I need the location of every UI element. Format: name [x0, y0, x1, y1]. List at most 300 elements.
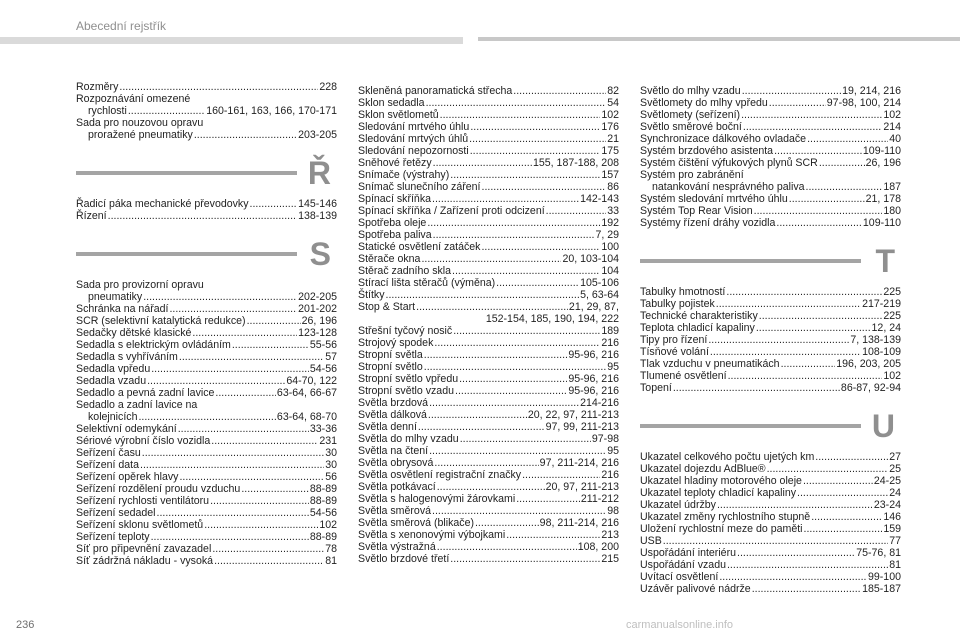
index-line	[76, 303, 337, 315]
dot-leader	[482, 181, 607, 193]
entry-term: rychlosti	[88, 105, 127, 117]
index-entry	[76, 507, 337, 519]
index-line	[640, 451, 901, 463]
index-entry	[640, 121, 901, 133]
dot-leader	[819, 157, 865, 169]
index-line	[640, 322, 901, 334]
entry-term: Světla brzdová	[358, 397, 429, 409]
index-entry	[640, 97, 901, 109]
dot-leader	[232, 339, 309, 351]
index-line	[76, 423, 337, 435]
entry-term: Světlo směrové boční	[640, 121, 742, 133]
entry-term: Síť pro připevnění zavazadel	[76, 543, 212, 555]
index-entry	[76, 81, 337, 93]
index-line	[640, 583, 901, 595]
index-line	[358, 409, 619, 421]
index-entry	[640, 145, 901, 157]
dot-leader	[426, 97, 607, 109]
dot-leader	[142, 447, 324, 459]
dot-leader	[434, 457, 538, 469]
page-reference: 216	[601, 469, 619, 481]
index-entry	[358, 397, 619, 409]
letter-divider	[640, 240, 901, 282]
dot-leader	[192, 327, 297, 339]
page-reference: 30	[325, 447, 337, 459]
entry-term: Uložení rychlostní meze do paměti	[640, 523, 803, 535]
dot-leader	[455, 385, 567, 397]
index-entry	[358, 229, 619, 241]
entry-term: Světla na čtení	[358, 445, 429, 457]
page-reference: 176	[601, 121, 619, 133]
index-entry	[76, 279, 337, 303]
index-entry	[640, 310, 901, 322]
entry-term: Světla obrysová	[358, 457, 434, 469]
page-reference: 138-139	[298, 210, 337, 222]
section-letter: Ř	[307, 155, 331, 191]
index-line	[76, 543, 337, 555]
page-reference: 95-96, 216	[568, 349, 619, 361]
letter-divider-line	[640, 259, 861, 263]
page-reference: 152-154, 185, 190, 194, 222	[485, 313, 619, 325]
index-line	[76, 411, 337, 423]
page-reference: 196, 203, 205	[836, 358, 901, 370]
index-line	[640, 298, 901, 310]
dot-leader	[506, 529, 600, 541]
entry-term: Světla denní	[358, 421, 417, 433]
dot-leader	[710, 346, 861, 358]
entry-term: pneumatiky	[88, 291, 143, 303]
dot-leader	[728, 370, 883, 382]
page-reference: 21, 29, 87,	[568, 301, 619, 313]
index-line	[76, 375, 337, 387]
index-entry	[640, 133, 901, 145]
index-line	[640, 499, 901, 511]
index-line	[640, 145, 901, 157]
page-reference: 216	[601, 337, 619, 349]
index-line	[640, 310, 901, 322]
entry-term: Sedadlo a pevná zadní lavice	[76, 387, 215, 399]
page-reference: 86-87, 92-94	[840, 382, 901, 394]
index-entry	[358, 361, 619, 373]
entry-term: Světlo brzdové třetí	[358, 553, 450, 565]
index-entry	[76, 93, 337, 117]
entry-term: Stropní světlo vzadu	[358, 385, 454, 397]
index-entry	[76, 351, 337, 363]
entry-term: Tlumené osvětlení	[640, 370, 727, 382]
dot-leader	[128, 105, 205, 117]
dot-leader	[151, 531, 309, 543]
index-entry	[358, 433, 619, 445]
entry-term: Štítky	[358, 289, 385, 301]
index-entry	[640, 499, 901, 511]
page-reference: 97, 211-214, 216	[539, 457, 619, 469]
entry-term: proražené pneumatiky	[88, 129, 193, 141]
page-reference: 192	[601, 217, 619, 229]
dot-leader	[428, 409, 527, 421]
entry-term: Seřízení sedadel	[76, 507, 156, 519]
index-entry	[76, 339, 337, 351]
index-entry	[358, 265, 619, 277]
page-reference: 26, 196	[301, 315, 337, 327]
page-reference: 185-187	[862, 583, 901, 595]
dot-leader	[737, 547, 855, 559]
dot-leader	[450, 553, 600, 565]
index-entry	[76, 363, 337, 375]
page-reference: 20, 22, 97, 211-213	[527, 409, 619, 421]
page-reference: 23-24	[873, 499, 901, 511]
index-entry	[358, 217, 619, 229]
index-entry	[358, 289, 619, 301]
index-line	[358, 337, 619, 349]
entry-term: Systém čištění výfukových plynů SCR	[640, 157, 818, 169]
index-line	[358, 229, 619, 241]
index-entry	[76, 483, 337, 495]
page-reference: 95-96, 216	[568, 385, 619, 397]
dot-leader	[470, 145, 601, 157]
page-reference: 7, 138-139	[850, 334, 901, 346]
entry-term: Teplota chladicí kapaliny	[640, 322, 755, 334]
index-entry	[76, 327, 337, 339]
index-entry	[358, 421, 619, 433]
index-entry	[640, 109, 901, 121]
entry-term: Světla dálková	[358, 409, 427, 421]
dot-leader	[215, 387, 276, 399]
index-line	[358, 373, 619, 385]
dot-leader	[496, 277, 579, 289]
index-entry	[640, 334, 901, 346]
section-letter: S	[309, 236, 331, 272]
index-line	[76, 105, 337, 117]
index-line	[358, 445, 619, 457]
dot-leader	[241, 483, 309, 495]
page-reference: 20, 97, 211-213	[545, 481, 619, 493]
page-reference: 33-36	[309, 423, 337, 435]
index-line	[358, 169, 619, 181]
entry-term: Stírací lišta stěračů (výměna)	[358, 277, 496, 289]
index-line	[358, 277, 619, 289]
index-entry	[640, 322, 901, 334]
index-entry	[76, 387, 337, 399]
dot-leader	[716, 298, 861, 310]
page-reference: 82	[607, 85, 619, 97]
dot-leader	[781, 358, 836, 370]
entry-term: Seřízení data	[76, 459, 140, 471]
index-line	[358, 433, 619, 445]
index-line	[640, 511, 901, 523]
page-reference: 105-106	[580, 277, 619, 289]
index-entry	[76, 543, 337, 555]
page-reference: 25	[889, 463, 901, 475]
letter-divider-line	[76, 252, 297, 256]
index-entry	[640, 451, 901, 463]
entry-term: Rozpoznávání omezené	[76, 93, 191, 105]
dot-leader	[421, 253, 561, 265]
entry-term: Systém Top Rear Vision	[640, 205, 753, 217]
dot-leader	[437, 481, 545, 493]
index-line	[640, 382, 901, 394]
entry-term: Světla osvětlení registrační značky	[358, 469, 522, 481]
index-entry	[640, 559, 901, 571]
page-reference: 54	[607, 97, 619, 109]
dot-leader	[806, 181, 883, 193]
page-reference: 63-64, 66-67	[276, 387, 337, 399]
page-reference: 102	[601, 109, 619, 121]
index-entry	[358, 529, 619, 541]
index-line	[358, 529, 619, 541]
entry-term: Systém sledování mrtvého úhlu	[640, 193, 788, 205]
index-line	[358, 385, 619, 397]
dot-leader	[469, 133, 606, 145]
entry-term: Uspořádání vzadu	[640, 559, 726, 571]
index-line	[76, 459, 337, 471]
page-reference: 27	[889, 451, 901, 463]
page-reference: 211-212	[580, 493, 619, 505]
entry-term: USB	[640, 535, 662, 547]
entry-term: Stěrače okna	[358, 253, 421, 265]
section-letter: U	[871, 408, 895, 444]
entry-term: Světlomety do mlhy vpředu	[640, 97, 768, 109]
dot-leader	[433, 229, 595, 241]
index-entry	[358, 337, 619, 349]
index-line	[640, 133, 901, 145]
page-reference: 97-98	[591, 433, 619, 445]
page-reference: 157	[601, 169, 619, 181]
page-reference: 228	[319, 81, 337, 93]
page-reference: 75-76, 81	[856, 547, 901, 559]
dot-leader	[470, 121, 600, 133]
index-entry	[358, 481, 619, 493]
entry-term: Seřízení teploty	[76, 531, 150, 543]
entry-term: Řízení	[76, 210, 107, 222]
page-reference: 202-205	[298, 291, 337, 303]
index-entry	[358, 121, 619, 133]
entry-term: Sada pro nouzovou opravu	[76, 117, 204, 129]
entry-term: Ukazatel teploty chladicí kapaliny	[640, 487, 797, 499]
entry-term: Uspořádání interiéru	[640, 547, 736, 559]
index-line	[640, 286, 901, 298]
entry-term: Snímače (výstrahy)	[358, 169, 450, 181]
page-reference: 180	[883, 205, 901, 217]
dot-leader	[769, 97, 826, 109]
index-entry	[358, 145, 619, 157]
index-entry	[76, 435, 337, 447]
index-line	[358, 133, 619, 145]
index-line	[76, 315, 337, 327]
index-line	[76, 531, 337, 543]
index-entry	[358, 97, 619, 109]
letter-divider	[76, 233, 337, 275]
index-line	[358, 517, 619, 529]
index-entry	[640, 511, 901, 523]
index-line	[358, 325, 619, 337]
index-line	[640, 358, 901, 370]
index-entry	[358, 253, 619, 265]
index-line	[76, 81, 337, 93]
index-line	[76, 351, 337, 363]
page-reference: 142-143	[580, 193, 619, 205]
entry-term: Stropní světlo vpředu	[358, 373, 459, 385]
entry-term: Světla s halogenovými žárovkami	[358, 493, 516, 505]
page-reference: 225	[883, 310, 901, 322]
index-line	[76, 519, 337, 531]
page-reference: 97-98, 100, 214	[826, 97, 901, 109]
entry-term: Stropní světla	[358, 349, 423, 361]
index-entry	[640, 370, 901, 382]
index-line	[358, 121, 619, 133]
dot-leader	[212, 543, 324, 555]
page-reference: 88-89	[309, 495, 337, 507]
index-line	[640, 157, 901, 169]
page-reference: 26, 196	[865, 157, 901, 169]
dot-leader	[429, 445, 606, 457]
dot-leader	[437, 541, 577, 553]
index-entry	[76, 519, 337, 531]
index-entry	[640, 298, 901, 310]
index-entry	[358, 493, 619, 505]
index-line	[358, 457, 619, 469]
index-line	[76, 129, 337, 141]
index-line	[358, 349, 619, 361]
index-line	[640, 463, 901, 475]
index-entry	[358, 445, 619, 457]
index-line	[640, 475, 901, 487]
dot-leader	[743, 121, 882, 133]
entry-term: Řadicí páka mechanické převodovky	[76, 198, 249, 210]
entry-term: Síť zádržná nákladu - vysoká	[76, 555, 214, 567]
page-reference: 214	[883, 121, 901, 133]
index-line	[640, 85, 901, 97]
index-entry	[76, 423, 337, 435]
entry-term: Synchronizace dálkového ovladače	[640, 133, 807, 145]
page-reference: 108-109	[862, 346, 901, 358]
index-entry	[76, 495, 337, 507]
page-reference: 24-25	[873, 475, 901, 487]
page-reference: 217-219	[862, 298, 901, 310]
page-reference: 97, 99, 211-213	[545, 421, 619, 433]
dot-leader	[432, 505, 606, 517]
index-entry	[358, 241, 619, 253]
entry-term: Sedadla vpředu	[76, 363, 151, 375]
page-reference: 100	[601, 241, 619, 253]
index-entry	[358, 349, 619, 361]
entry-term: Světla směrová (blikače)	[358, 517, 474, 529]
index-entry	[358, 457, 619, 469]
page-reference: 123-128	[298, 327, 337, 339]
index-line	[358, 541, 619, 553]
page-reference: 99-100	[868, 571, 901, 583]
index-line	[76, 435, 337, 447]
index-entry	[76, 210, 337, 222]
index-entry	[640, 205, 901, 217]
index-line	[358, 145, 619, 157]
index-entry	[640, 286, 901, 298]
dot-leader	[108, 210, 297, 222]
index-entry	[76, 117, 337, 141]
index-entry	[358, 553, 619, 565]
entry-term: Snímač slunečního záření	[358, 181, 481, 193]
index-line	[358, 289, 619, 301]
index-entry	[358, 517, 619, 529]
entry-term: Sedadlo a zadní lavice na	[76, 399, 198, 411]
entry-term: Světla do mlhy vzadu	[358, 433, 459, 445]
entry-term: Stop & Start	[358, 301, 416, 313]
entry-term: Světla výstražná	[358, 541, 436, 553]
dot-leader	[194, 129, 297, 141]
dot-leader	[726, 286, 882, 298]
letter-divider-line	[76, 171, 297, 175]
entry-term: Spínací skříňka	[358, 193, 432, 205]
dot-leader	[178, 423, 309, 435]
index-entry	[640, 547, 901, 559]
index-entry	[358, 181, 619, 193]
index-entry	[358, 301, 619, 325]
entry-term: Selektivní odemykání	[76, 423, 177, 435]
entry-term: Uvítací osvětlení	[640, 571, 719, 583]
index-line	[358, 505, 619, 517]
index-line	[358, 361, 619, 373]
page-reference: 203-205	[298, 129, 337, 141]
page-reference: 24	[889, 487, 901, 499]
index-line	[76, 507, 337, 519]
page-reference: 12, 24	[871, 322, 901, 334]
page-reference: 33	[607, 205, 619, 217]
page-reference: 145-146	[298, 198, 337, 210]
entry-term: Sedadla s vyhříváním	[76, 351, 178, 363]
index-entry	[640, 358, 901, 370]
index-line	[640, 97, 901, 109]
index-entry	[358, 85, 619, 97]
dot-leader	[151, 363, 309, 375]
dot-leader	[516, 493, 580, 505]
index-entry	[358, 109, 619, 121]
dot-leader	[440, 109, 601, 121]
index-entry	[358, 541, 619, 553]
page-reference: 5, 63-64	[580, 289, 619, 301]
index-line	[76, 327, 337, 339]
index-line	[640, 205, 901, 217]
entry-term: Sedačky dětské klasické	[76, 327, 192, 339]
index-line	[640, 370, 901, 382]
index-line	[76, 447, 337, 459]
entry-term: natankování nesprávného paliva	[652, 181, 805, 193]
entry-term: Tabulky pojistek	[640, 298, 715, 310]
dot-leader	[247, 315, 301, 327]
index-entry	[640, 487, 901, 499]
index-line	[358, 97, 619, 109]
page-reference: 86	[607, 181, 619, 193]
index-line	[640, 559, 901, 571]
entry-term: Ukazatel změny rychlostního stupně	[640, 511, 811, 523]
dot-leader	[433, 157, 532, 169]
index-entry	[76, 531, 337, 543]
index-line	[640, 181, 901, 193]
page-reference: 95	[607, 445, 619, 457]
page-reference: 102	[319, 519, 337, 531]
entry-term: Sériové výrobní číslo vozidla	[76, 435, 211, 447]
page-reference: 214-216	[580, 397, 619, 409]
index-entry	[640, 169, 901, 193]
entry-term: Tlak vzduchu v pneumatikách	[640, 358, 780, 370]
entry-term: Spotřeba oleje	[358, 217, 427, 229]
entry-term: Sedadla vzadu	[76, 375, 147, 387]
dot-leader	[211, 435, 318, 447]
index-entry	[640, 535, 901, 547]
entry-term: Ukazatel celkového počtu ujetých km	[640, 451, 815, 463]
dot-leader	[424, 361, 606, 373]
page-reference: 102	[883, 109, 901, 121]
index-entry	[358, 193, 619, 205]
entry-term: Seřízení sklonu světlometů	[76, 519, 204, 531]
